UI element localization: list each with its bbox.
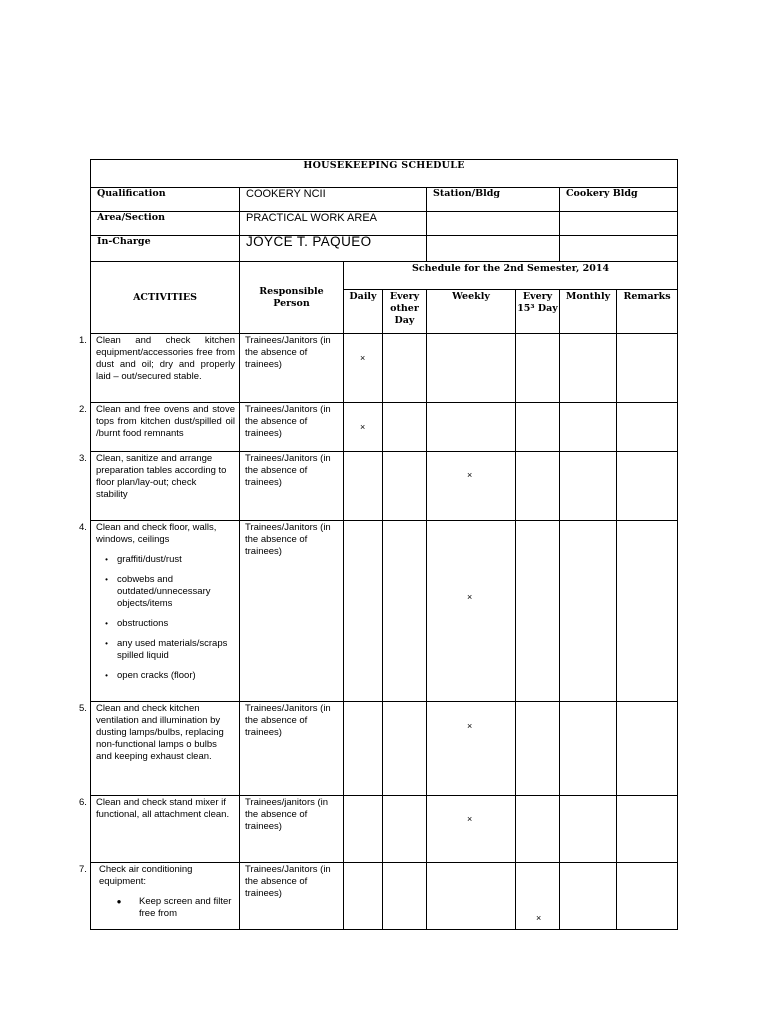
activity-text: Clean and check floor, walls, windows, ceilings [96,522,217,545]
weekly-cell [427,403,516,452]
bullet-item [96,554,235,566]
every-other-day-cell [383,702,427,796]
every-15-day-cell [516,452,560,521]
activity-text: Clean and check stand mixer if functional, all attachment clean. [96,797,230,820]
bullet-item [96,574,235,610]
remarks-cell [617,334,678,403]
bullet-text: obstructions [117,618,169,629]
monthly-cell [560,452,617,521]
bullet-icon: ● [116,897,122,906]
activity-text: Clean, sanitize and arrange preparation tables according to floor plan/lay-out; check [96,453,227,488]
table-row [91,796,678,863]
empty-cell [560,212,678,236]
bullet-text: graffiti/dust/rust [117,554,182,565]
responsible-cell: Trainees/Janitors (in the absence of trainees) [240,863,344,930]
activity-cell [79,796,240,863]
activity-text: Clean and check kitchen ventilation and illumination by dusting lamps/bulbs, replacing non-functional lamps o bulbs and keeping exhaust clean. [96,703,224,762]
table-row [91,452,678,521]
responsible-cell: Trainees/janitors (in the absence of trainees) [240,796,344,863]
remarks-header: Remarks [617,290,678,334]
remarks-cell [617,403,678,452]
weekly-cell [427,452,516,521]
daily-header: Daily [344,290,383,334]
remarks-cell [617,521,678,702]
monthly-cell [560,334,617,403]
every-15-day-header: Every 15³ Day [516,290,560,334]
responsible-header: Responsible Person [240,262,344,334]
activity-cell [79,521,240,702]
every-15-day-cell [516,334,560,403]
check-mark: × [467,721,473,731]
activity-text: Clean and check kitchen equipment/accessories free from dust and oil; dry and properly laid – out/secured stable. [96,335,235,382]
check-mark: × [360,353,366,363]
check-mark: × [467,470,473,480]
monthly-cell [560,403,617,452]
qualification-label: Qualification [91,188,240,212]
housekeeping-schedule-table [79,159,678,930]
bullet-text: cobwebs and outdated/unnecessary objects/items [117,574,211,609]
table-row [91,702,678,796]
row-number: 7. [79,864,87,875]
monthly-cell [560,863,617,930]
remarks-cell [617,863,678,930]
monthly-cell [560,702,617,796]
weekly-cell [427,334,516,403]
every-15-day-cell [516,403,560,452]
bullet-item [96,638,235,662]
incharge-label: In-Charge [91,236,240,262]
bullet-item [99,896,235,920]
daily-cell [344,702,383,796]
activity-cell [79,452,240,521]
activity-cell [79,334,240,403]
daily-cell [344,796,383,863]
activity-text: Check air conditioning equipment: [99,864,193,887]
row-number: 4. [79,522,87,533]
schedule-title: HOUSEKEEPING SCHEDULE [91,160,678,188]
every-other-day-header: Every other Day [383,290,427,334]
daily-cell [344,452,383,521]
every-other-day-cell [383,452,427,521]
row-number: 5. [79,703,87,714]
every-other-day-cell [383,403,427,452]
every-other-day-cell [383,863,427,930]
table-row [91,403,678,452]
activity-cell [79,702,240,796]
bullet-text: open cracks (floor) [117,670,196,681]
activity-text-extra: stability [96,489,128,500]
semester-header: Schedule for the 2nd Semester, 2014 [344,262,678,290]
area-value: PRACTICAL WORK AREA [240,212,427,236]
bullet-icon: • [105,671,108,680]
bullet-text: Keep screen and filter free from [139,896,232,919]
daily-cell [344,403,383,452]
empty-cell [427,212,560,236]
table-row [91,334,678,403]
weekly-header: Weekly [427,290,516,334]
daily-cell [344,863,383,930]
area-label: Area/Section [91,212,240,236]
activity-cell [79,863,240,930]
activity-text: Clean and free ovens and stove tops from kitchen dust/spilled oil /burnt food remnants [96,404,235,439]
bullet-icon: • [105,555,108,564]
responsible-cell: Trainees/Janitors (in the absence of trainees) [240,334,344,403]
daily-cell [344,521,383,702]
row-number: 2. [79,404,87,415]
check-mark: × [536,913,542,923]
weekly-cell [427,521,516,702]
bullet-icon: • [105,575,108,584]
every-15-day-cell [516,863,560,930]
daily-cell [344,334,383,403]
remarks-cell [617,702,678,796]
every-15-day-cell [516,796,560,863]
responsible-cell: Trainees/Janitors (in the absence of trainees) [240,702,344,796]
every-15-day-cell [516,521,560,702]
bullet-icon: • [105,639,108,648]
remarks-cell [617,452,678,521]
every-15-day-cell [516,702,560,796]
activities-header: ACTIVITIES [91,262,240,334]
incharge-value: JOYCE T. PAQUEO [240,236,427,262]
every-other-day-cell [383,334,427,403]
row-number: 1. [79,335,87,346]
empty-cell [427,236,560,262]
table-row [91,863,678,930]
weekly-cell [427,863,516,930]
responsible-cell: Trainees/Janitors (in the absence of trainees) [240,521,344,702]
responsible-cell: Trainees/Janitors (in the absence of trainees) [240,452,344,521]
table-row [91,521,678,702]
empty-cell [560,236,678,262]
check-mark: × [467,592,473,602]
bullet-item [96,670,235,682]
check-mark: × [360,422,366,432]
activity-cell [79,403,240,452]
monthly-header: Monthly [560,290,617,334]
weekly-cell [427,702,516,796]
remarks-cell [617,796,678,863]
row-number: 3. [79,453,87,464]
bullet-item [96,618,235,630]
monthly-cell [560,796,617,863]
monthly-cell [560,521,617,702]
every-other-day-cell [383,796,427,863]
check-mark: × [467,814,473,824]
weekly-cell [427,796,516,863]
every-other-day-cell [383,521,427,702]
bullet-text: any used materials/scraps spilled liquid [117,638,228,661]
responsible-cell: Trainees/Janitors (in the absence of trainees) [240,403,344,452]
qualification-value: COOKERY NCII [240,188,427,212]
bullet-icon: • [105,619,108,628]
station-value: Cookery Bldg [560,188,678,212]
row-number: 6. [79,797,87,808]
station-label: Station/Bldg [427,188,560,212]
